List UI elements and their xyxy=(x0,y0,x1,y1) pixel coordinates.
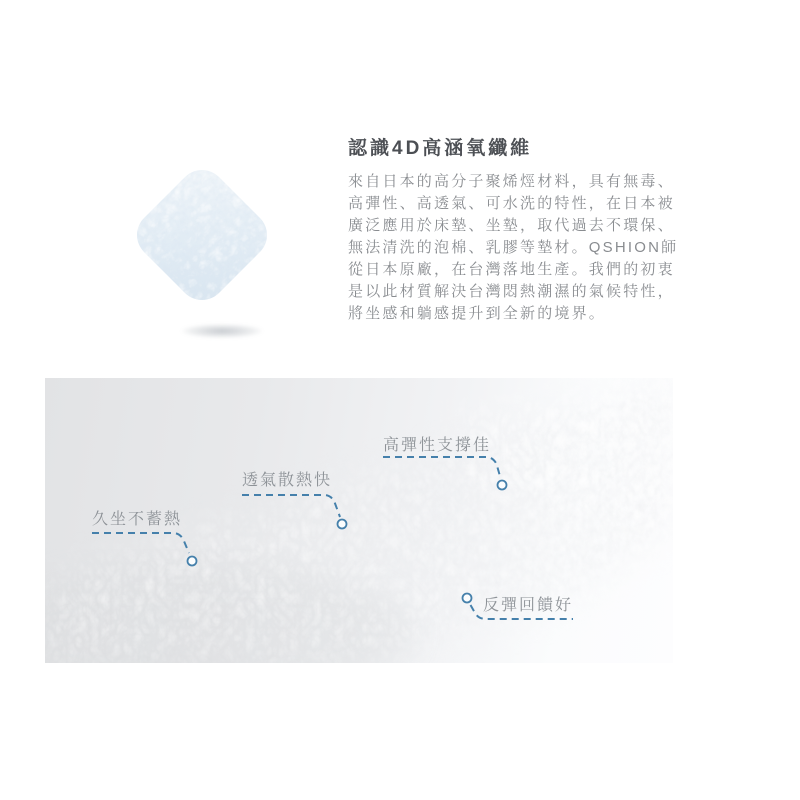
fiber-sample-diamond xyxy=(127,160,277,310)
paragraph-line: 將坐感和躺感提升到全新的境界。 xyxy=(348,305,607,322)
callout-marker-circle xyxy=(188,557,197,566)
callout-label: 透氣散熱快 xyxy=(242,472,333,489)
paragraph-line: 廣泛應用於床墊、坐墊，取代過去不環保、 xyxy=(348,217,675,234)
fiber-texture-photo xyxy=(45,378,673,663)
callout-label: 反彈回饋好 xyxy=(483,597,574,614)
paragraph-line: 高彈性、高透氣、可水洗的特性，在日本被 xyxy=(348,195,675,212)
callout-label: 久坐不蓄熱 xyxy=(92,511,183,528)
paragraph-line: 是以此材質解決台灣悶熱潮濕的氣候特性， xyxy=(348,283,675,300)
fiber-sample-image xyxy=(149,182,255,288)
paragraph-line: 無法清洗的泡棉、乳膠等墊材。QSHION師 xyxy=(348,239,679,256)
callout-marker-circle xyxy=(498,481,507,490)
callout-connector xyxy=(242,495,340,517)
intro-paragraph xyxy=(348,171,694,325)
paragraph-line: 來自日本的高分子聚烯烴材料，具有無毒、 xyxy=(348,173,675,190)
callout-label: 高彈性支撐佳 xyxy=(383,437,492,454)
paragraph-line: 從日本原廠，在台灣落地生產。我們的初衷 xyxy=(348,261,675,278)
image-shadow xyxy=(182,324,262,338)
section-title: 認識4D高涵氧纖維 xyxy=(348,138,533,159)
callout-marker-circle xyxy=(338,520,347,529)
callout-connector xyxy=(92,533,189,553)
callout-marker-circle xyxy=(463,594,472,603)
fiber-texture-graphic xyxy=(127,160,277,310)
callout-connector xyxy=(383,457,501,478)
